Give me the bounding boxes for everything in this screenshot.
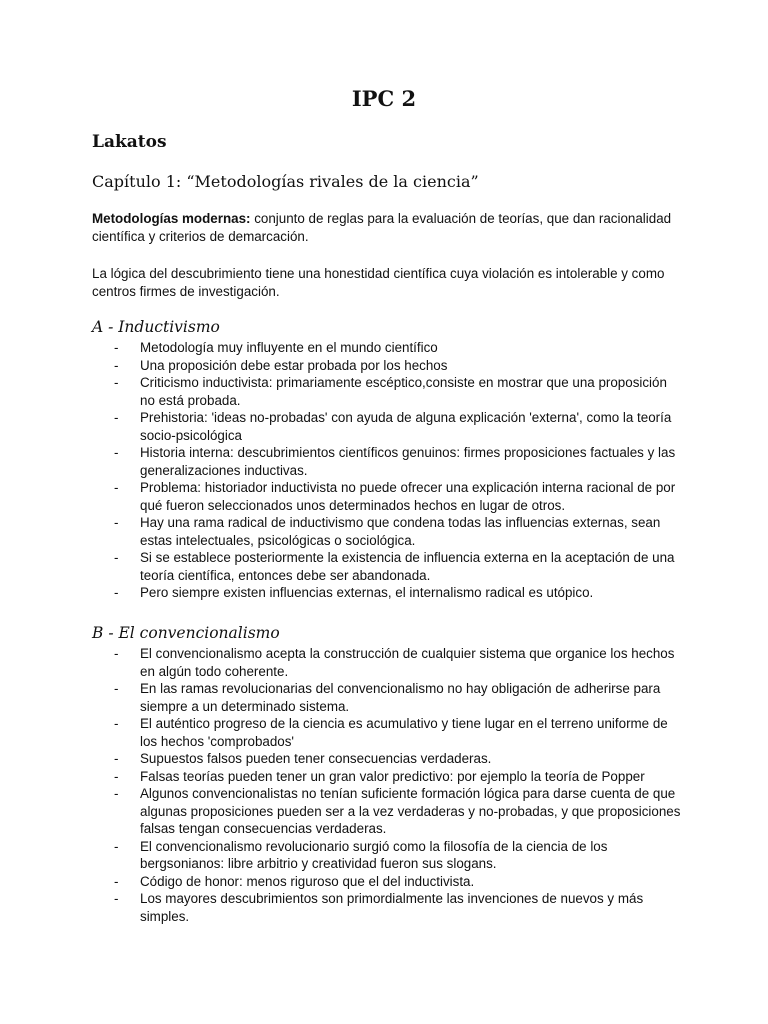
intro-paragraph: La lógica del descubrimiento tiene una honestidad científica cuya violación es intolerable y como centros firmes de investigación.	[92, 266, 665, 299]
list-item: - Algunos convencionalistas no tenían suficiente formación lógica para darse cuenta de que algunas proposiciones pueden ser a la vez verdaderas y no-probadas, y que proposiciones falsas tengan consecuencias verdaderas.	[92, 785, 682, 838]
section-a-list	[92, 339, 682, 602]
list-item: - Los mayores descubrimientos son primordialmente las invenciones de nuevos y más simples.	[92, 890, 682, 925]
list-item: - El convencionalismo acepta la construcción de cualquier sistema que organice los hechos en algún todo coherente.	[92, 645, 682, 680]
author-heading: Lakatos	[92, 132, 167, 152]
list-item: - Criticismo inductivista: primariamente escéptico,consiste en mostrar que una proposición no está probada.	[92, 374, 682, 409]
list-item: - Una proposición debe estar probada por los hechos	[92, 357, 682, 375]
section-b-heading: B - El convencionalismo	[92, 624, 280, 642]
section-a-heading: A - Inductivismo	[92, 318, 220, 336]
list-item: - Historia interna: descubrimientos científicos genuinos: firmes proposiciones factuales y las generalizaciones inductivas.	[92, 444, 682, 479]
list-item: - El convencionalismo revolucionario surgió como la filosofía de la ciencia de los bergsonianos: libre arbitrio y creatividad fueron sus slogans.	[92, 838, 682, 873]
section-b-list	[92, 645, 682, 925]
list-item: - Problema: historiador inductivista no puede ofrecer una explicación interna racional de por qué fueron seleccionados unos determinados hechos en lugar de otros.	[92, 479, 682, 514]
list-item: - Metodología muy influyente en el mundo científico	[92, 339, 682, 357]
list-item: - Supuestos falsos pueden tener consecuencias verdaderas.	[92, 750, 682, 768]
definition-paragraph	[92, 210, 692, 246]
list-item: - Si se establece posteriormente la existencia de influencia externa en la aceptación de una teoría científica, entonces debe ser abandonada.	[92, 549, 682, 584]
definition-text: conjunto de reglas para la evaluación de teorías, que dan racionalidad científica y criterios de demarcación.	[92, 211, 672, 244]
list-item: - Código de honor: menos riguroso que el del inductivista.	[92, 873, 682, 891]
list-item: - Hay una rama radical de inductivismo que condena todas las influencias externas, sean estas intelectuales, psicológicas o sociológica.	[92, 514, 682, 549]
list-item: - Falsas teorías pueden tener un gran valor predictivo: por ejemplo la teoría de Popper	[92, 768, 682, 786]
chapter-heading: Capítulo 1: “Metodologías rivales de la ciencia”	[92, 172, 479, 191]
document-title: IPC 2	[351, 86, 417, 111]
definition-term: Metodologías modernas:	[92, 211, 251, 226]
list-item: - El auténtico progreso de la ciencia es acumulativo y tiene lugar en el terreno uniforme de los hechos 'comprobados'	[92, 715, 682, 750]
list-item: - Pero siempre existen influencias externas, el internalismo radical es utópico.	[92, 584, 682, 602]
list-item: - En las ramas revolucionarias del convencionalismo no hay obligación de adherirse para siempre a un determinado sistema.	[92, 680, 682, 715]
list-item: - Prehistoria: 'ideas no-probadas' con ayuda de alguna explicación 'externa', como la teoría socio-psicológica	[92, 409, 682, 444]
